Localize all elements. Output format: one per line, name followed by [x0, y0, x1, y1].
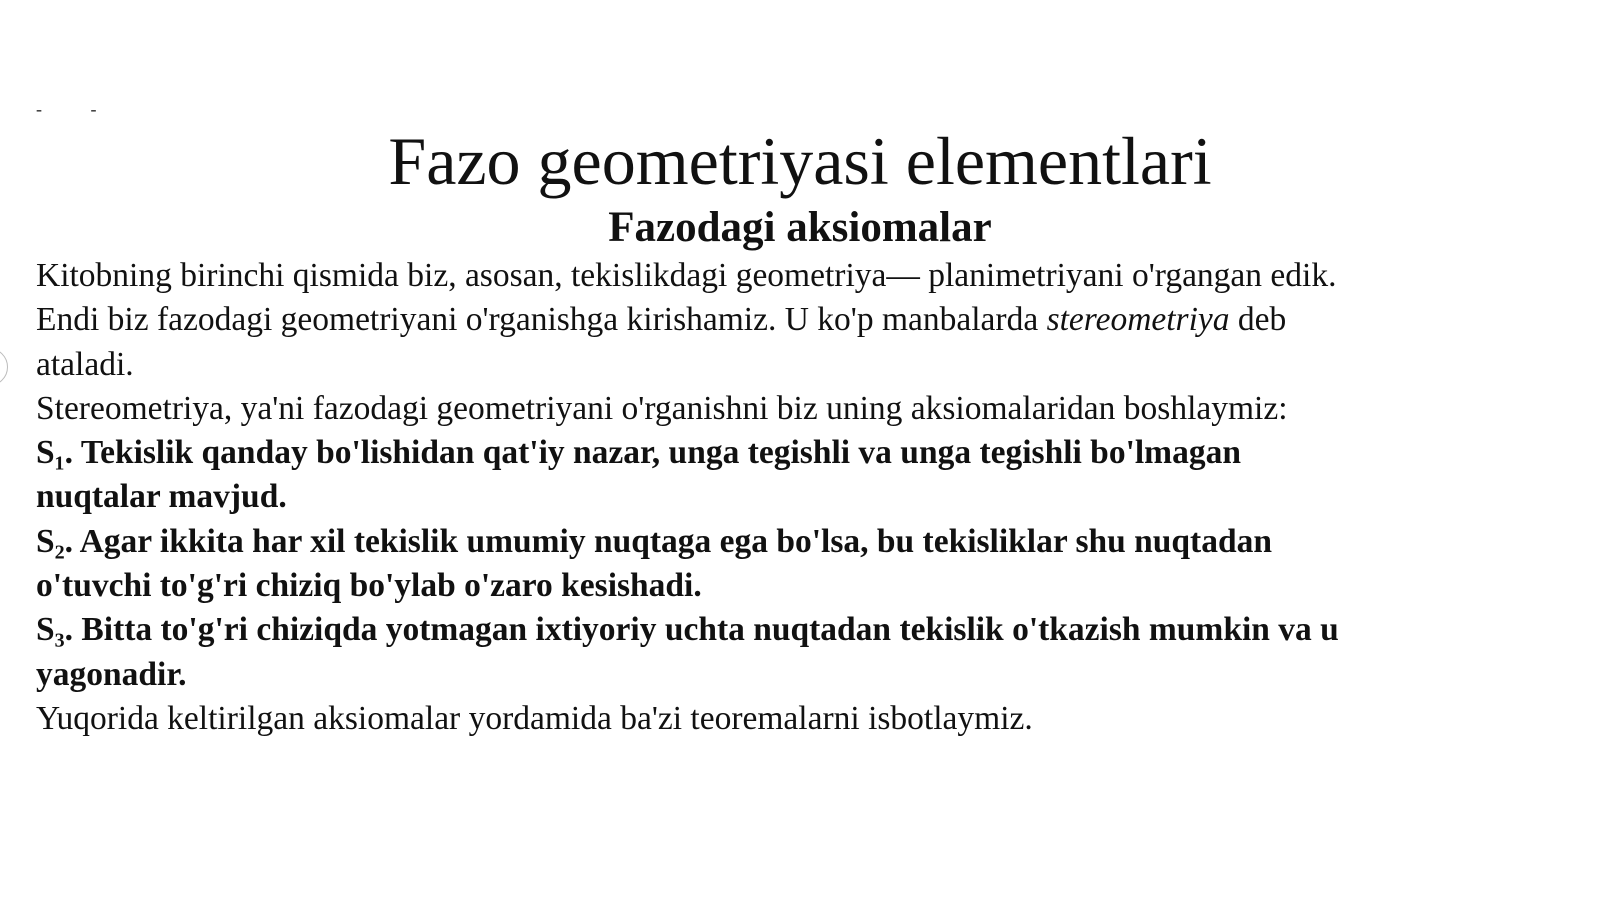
axiom-s3-line-1: S₃. Bitta to'g'ri chiziqda yotmagan ixtiyoriy uchta nuqtadan tekislik o'tkazish mumkin va u	[36, 611, 1339, 649]
section-subtitle: Fazodagi aksiomalar	[608, 204, 992, 251]
intro-line-2-end: deb	[1229, 301, 1287, 339]
intro-line-2-start: Endi biz fazodagi geometriyani o'rganishga kirishamiz. U ko'p manbalarda	[36, 301, 1047, 339]
intro-line-3: ataladi.	[36, 345, 134, 383]
axiom-s2-line-2: o'tuvchi to'g'ri chiziq bo'ylab o'zaro kesishadi.	[36, 567, 702, 605]
intro-line-4: Stereometriya, ya'ni fazodagi geometriyani o'rganishni biz uning aksiomalaridan boshlaymiz:	[36, 389, 1288, 427]
document-body	[36, 254, 1592, 741]
axiom-s1-line-1: S₁. Tekislik qanday bo'lishidan qat'iy nazar, unga tegishli va unga tegishli bo'lmagan	[36, 434, 1241, 472]
outro-line-1: Yuqorida keltirilgan aksiomalar yordamida ba'zi teoremalarni isbotlaymiz.	[36, 699, 1033, 737]
corner-marks: - -	[36, 99, 119, 119]
axiom-s1-line-2: nuqtalar mavjud.	[36, 478, 287, 516]
term-stereometriya: stereometriya	[1046, 301, 1230, 339]
intro-line-2	[36, 298, 1592, 342]
intro-line-1: Kitobning birinchi qismida biz, asosan, tekislikdagi geometriya— planimetriyani o'rgangan edik.	[36, 257, 1337, 294]
page-edge-circle-icon	[0, 348, 8, 386]
page-title: Fazo geometriyasi elementlari	[388, 123, 1212, 199]
axiom-s3-line-2: yagonadir.	[36, 655, 187, 693]
axiom-s2-line-1: S₂. Agar ikkita har xil tekislik umumiy nuqtaga ega bo'lsa, bu tekisliklar shu nuqtadan	[36, 522, 1272, 560]
